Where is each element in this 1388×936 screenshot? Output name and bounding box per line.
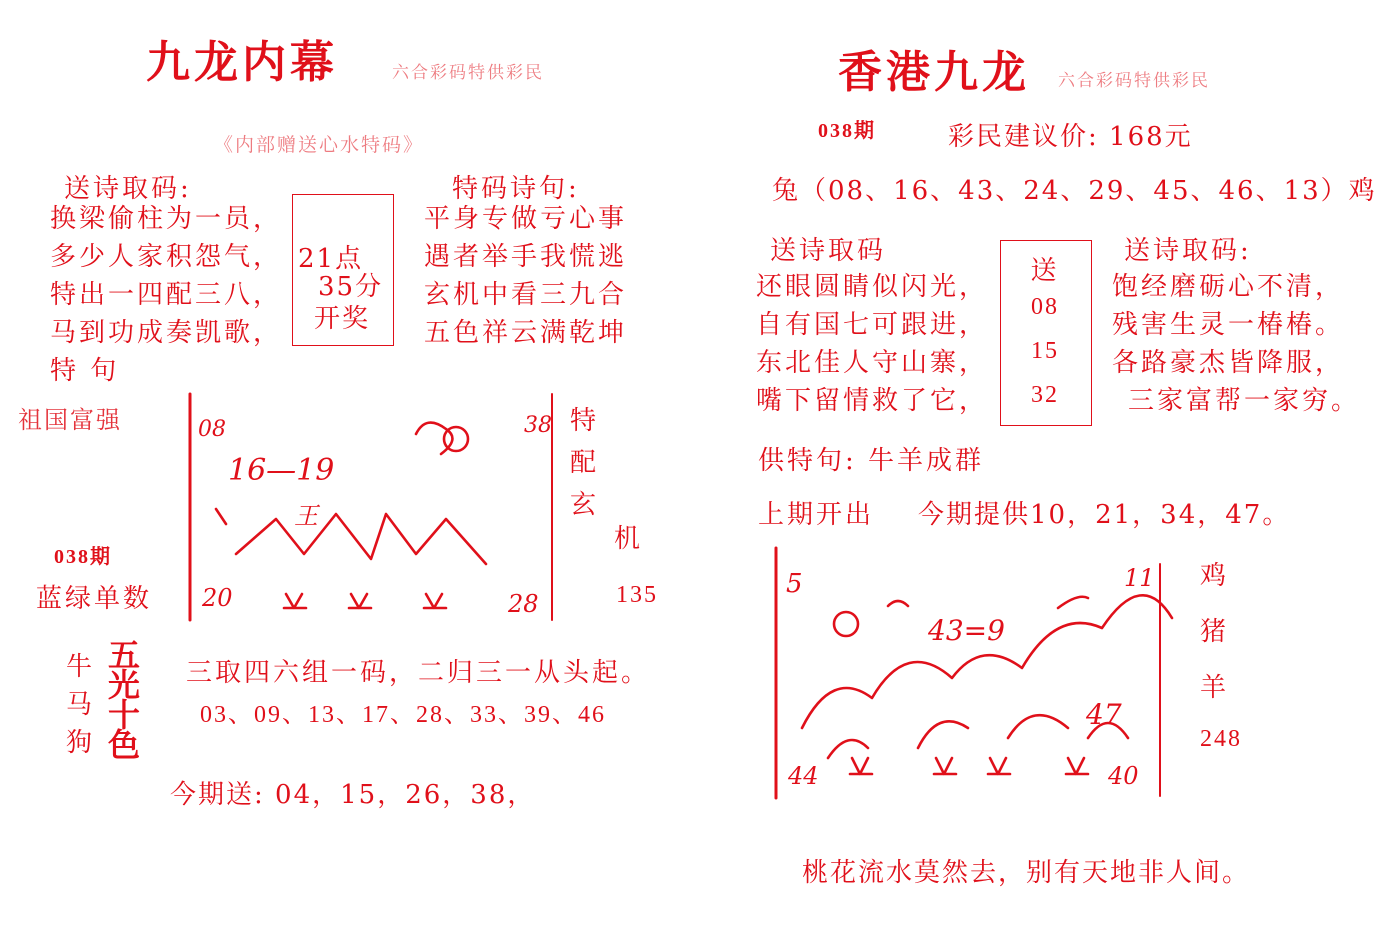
side-char: 鸡 [1200,561,1230,591]
right-hand-drawing [768,548,1168,804]
draw-time-label: 开奖 [314,304,371,334]
right-drawing-center: 43=9 [928,614,1005,647]
poem-line: 玄机中看三九合 [424,280,628,310]
side-char: 特 [570,406,600,436]
left-drawing-bottom-left: 20 [202,584,233,612]
side-char: 机 [614,524,644,554]
right-drawing-top-left: 5 [786,569,803,599]
left-drawing-bottom-right: 28 [508,590,539,618]
zodiac: 牛 [66,652,96,682]
left-today-send: 今期送: 04，15，26，38， [170,780,536,810]
right-poem-right-heading: 送诗取码: [1124,236,1252,266]
poem-line: 多少人家积怨气， [50,242,283,272]
side-char: 玄 [570,490,600,520]
poem-line: 五色祥云满乾坤 [424,318,628,348]
send-code: 32 [1031,382,1059,408]
right-side-number: 248 [1200,726,1242,752]
poem-line: 残害生灵一椿椿。 [1112,310,1345,340]
right-drawing-bottom-left: 44 [788,762,819,790]
five-light-char: 五 [108,636,141,674]
poem-line: 各路豪杰皆降服， [1112,348,1345,378]
poem-line: 饱经磨砺心不清， [1112,272,1345,302]
poem-line: 平身专做亏心事 [424,204,628,234]
five-lights [108,636,141,764]
left-subtitle: 六合彩码特供彩民 [392,63,544,83]
special-verse-label: 特 句 [50,356,120,386]
poem-line: 三家富帮一家穷。 [1128,386,1361,416]
send-code: 15 [1031,338,1059,364]
send-code: 08 [1031,294,1059,320]
send-label: 送 [1030,256,1060,286]
special-poem-lines [424,200,627,352]
right-side-vertical [1200,548,1229,716]
poem-line: 马到功成奏凯歌， [50,318,283,348]
right-last-issue-label: 上期开出 [758,500,875,530]
right-drawing-bottom-right: 40 [1108,762,1139,790]
left-rule: 三取四六组一码，二归三一从头起。 [186,658,651,688]
right-poem-right-lines [1112,268,1360,420]
right-drawing-top-right: 11 [1124,564,1155,592]
right-this-issue: 今期提供10，21，34，47。 [918,500,1291,530]
five-light-char: 色 [108,726,141,764]
draw-time-hour: 21点 [298,244,364,274]
five-light-char: 十 [108,696,141,734]
poem-line: 换梁偷柱为一员， [50,204,283,234]
zodiac: 狗 [66,728,96,758]
left-codes: 03、09、13、17、28、33、39、46 [200,702,606,728]
right-special-verse: 供特句: 牛羊成群 [758,446,985,476]
zodiac: 马 [66,690,96,720]
right-subtitle: 六合彩码特供彩民 [1058,71,1210,91]
poem-line: 东北佳人守山寨， [756,348,989,378]
right-rabbit-line: 兔（08、16、43、24、29、45、46、13）鸡 [772,176,1377,206]
left-side-vertical [570,400,599,526]
right-price: 彩民建议价: 168元 [948,122,1193,152]
right-drawing-mid: 47 [1086,698,1122,731]
left-poem-lines [50,200,282,390]
side-char: 羊 [1200,673,1230,703]
five-light-char: 光 [108,666,141,704]
poem-line: 自有国七可跟进， [756,310,989,340]
left-side-number: 135 [616,582,658,608]
special-verse: 祖国富强 [18,406,122,434]
left-hand-drawing [186,394,558,624]
side-char: 配 [570,448,600,478]
left-poem-heading: 送诗取码: [64,174,192,204]
left-drawing-center: 16—19 [228,453,335,488]
poem-line: 遇者举手我慌逃 [424,242,628,272]
left-issue: 038期 [54,546,112,568]
left-title: 九龙内幕 [146,37,338,88]
right-issue: 038期 [818,120,876,142]
right-closing: 桃花流水莫然去，别有天地非人间。 [802,858,1251,888]
poem-line: 特出一四配三八， [50,280,283,310]
left-zodiacs [66,648,95,762]
poem-line: 嘴下留情救了它， [756,386,989,416]
side-char: 猪 [1200,617,1230,647]
send-box-content [1000,250,1090,426]
left-color-hint: 蓝绿单数 [36,584,153,614]
right-poem-left-heading: 送诗取码 [770,236,887,266]
left-drawing-top-right: 38 [524,413,552,438]
left-drawing-top-left: 08 [198,417,226,442]
poem-line: 还眼圆睛似闪光， [756,272,989,302]
left-drawing-mid: 王 [294,502,318,530]
draw-time-minute: 35分 [318,272,384,302]
right-poem-left-lines [756,268,988,420]
special-poem-heading: 特码诗句: [452,174,580,204]
right-title: 香港九龙 [838,47,1030,98]
left-subheading: 《内部赠送心水特码》 [214,134,425,156]
